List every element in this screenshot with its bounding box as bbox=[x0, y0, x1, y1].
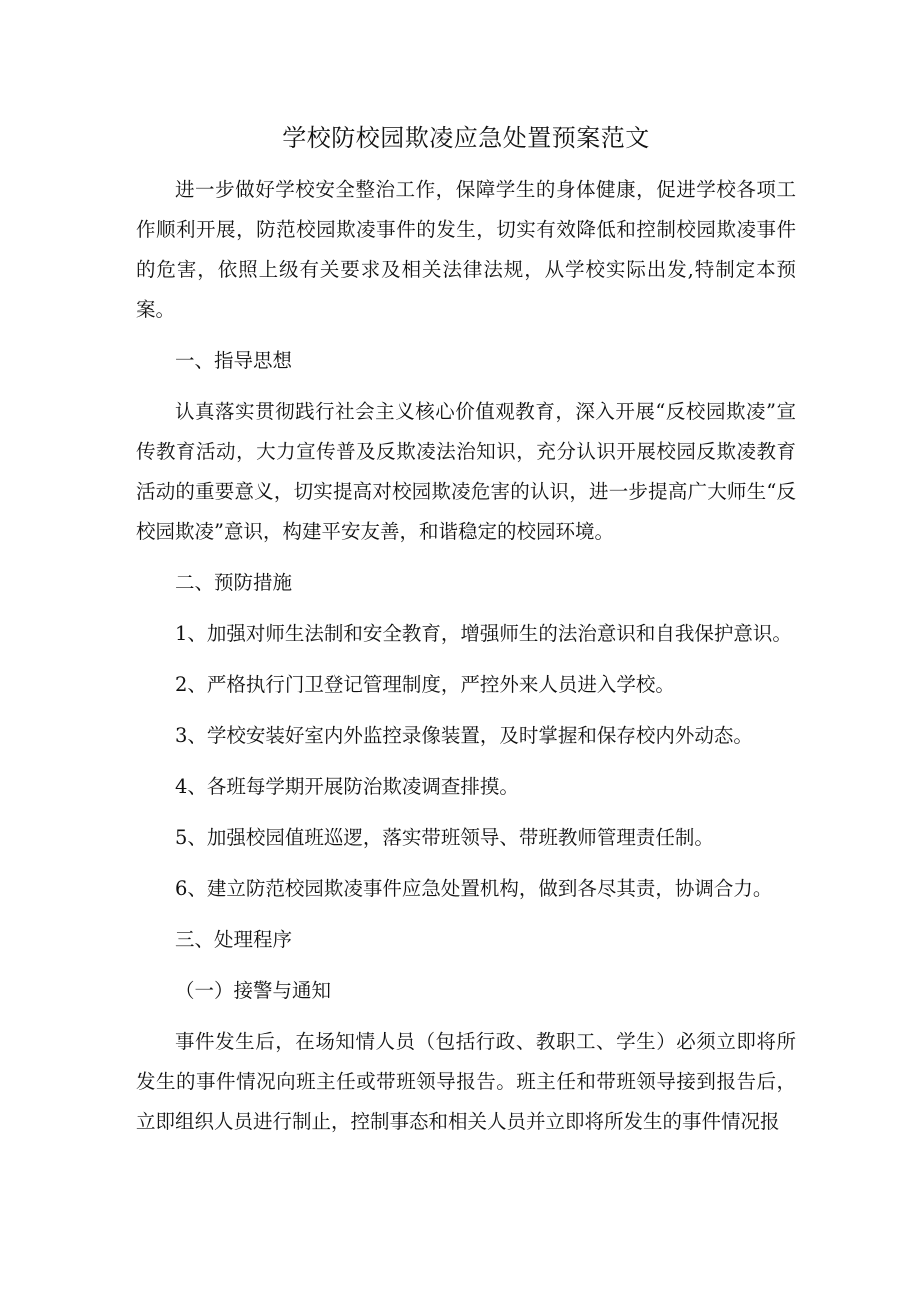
subsection-heading-alarm-notification: （一）接警与通知 bbox=[175, 979, 332, 1002]
prevention-item-1: 1、加强对师生法制和安全教育，增强师生的法治意识和自我保护意识。 bbox=[175, 622, 792, 645]
guiding-ideology-paragraph: 认真落实贯彻践行社会主义核心价值观教育，深入开展“反校园欺凌”宣传教育活动，大力宣传普及反欺凌法治知识，充分认识开展校园反欺凌教育活动的重要意义，切实提高对校园欺凌危害的认识，进一步提高广大师生“反校园欺凌”意识，构建平安友善，和谐稳定的校园环境。 bbox=[136, 400, 796, 543]
prevention-item-6: 6、建立防范校园欺凌事件应急处置机构，做到各尽其责，协调合力。 bbox=[175, 877, 773, 900]
document-title: 学校防校园欺凌应急处置预案范文 bbox=[282, 124, 650, 152]
section-heading-prevention-measures: 二、预防措施 bbox=[175, 571, 293, 594]
alarm-notification-paragraph: 事件发生后，在场知情人员（包括行政、教职工、学生）必须立即将所发生的事件情况向班主任或带班领导报告。班主任和带班领导接到报告后，立即组织人员进行制止，控制事态和相关人员并立即将所发生的事件情况报 bbox=[136, 1030, 796, 1133]
section-heading-guiding-ideology: 一、指导思想 bbox=[175, 349, 293, 372]
document-content bbox=[136, 118, 796, 1142]
prevention-item-3: 3、学校安装好室内外监控录像装置，及时掌握和保存校内外动态。 bbox=[175, 724, 753, 747]
intro-paragraph: 进一步做好学校安全整治工作，保障学生的身体健康，促进学校各项工作顺利开展，防范校园欺凌事件的发生，切实有效降低和控制校园欺凌事件的危害，依照上级有关要求及相关法律法规，从学校实际出发,特制定本预案。 bbox=[136, 178, 796, 321]
prevention-item-4: 4、各班每学期开展防治欺凌调查排摸。 bbox=[175, 775, 519, 798]
section-heading-handling-procedure: 三、处理程序 bbox=[175, 928, 293, 951]
prevention-item-5: 5、加强校园值班巡逻，落实带班领导、带班教师管理责任制。 bbox=[175, 826, 714, 849]
prevention-item-2: 2、严格执行门卫登记管理制度，严控外来人员进入学校。 bbox=[175, 673, 675, 696]
